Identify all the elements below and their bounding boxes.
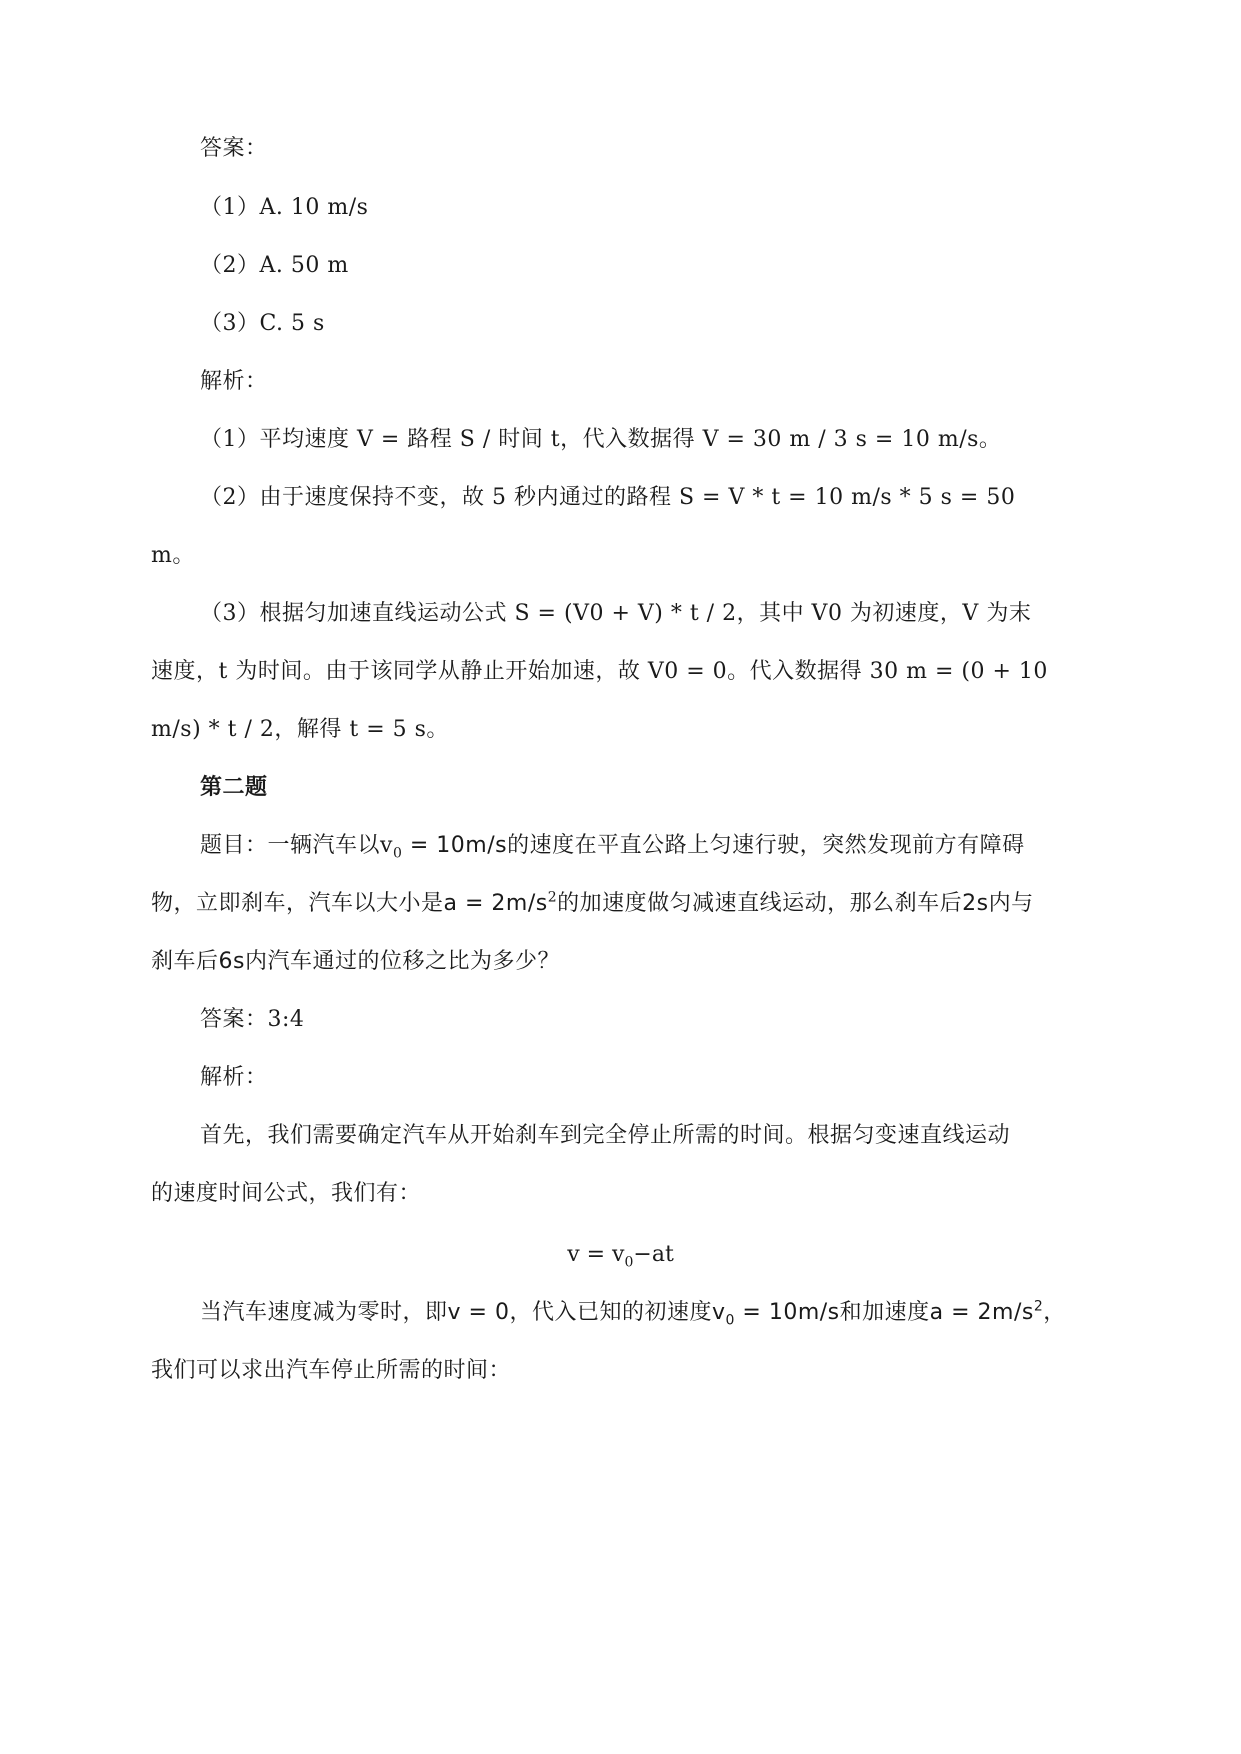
text: 和加速度: [839, 1300, 930, 1325]
analysis-text-2: 的速度时间公式，我们有：: [151, 1181, 422, 1206]
question-text: 刹车后: [151, 949, 219, 974]
question-line-1: [200, 831, 1025, 861]
formula-sub: 0: [624, 1254, 634, 1271]
analysis-line-2: （2）由于速度保持不变，故 5 秒内通过的路程 S = V * t = 10 m/s * 5 s = 50: [200, 485, 1016, 510]
text: ，代入已知的初速度: [509, 1300, 712, 1325]
math-sub: 0: [725, 1312, 735, 1329]
velocity-formula: [0, 1240, 1241, 1270]
analysis-line-1: （1）平均速度 V = 路程 S / 时间 t，代入数据得 V = 30 m / 3 s = 10 m/s。: [200, 427, 1002, 452]
analysis-line-3: m。: [151, 543, 195, 568]
analysis-label-2: 解析：: [200, 1065, 268, 1090]
math-sub: 0: [392, 845, 403, 862]
question-text: 的加速度做匀减速直线运动，那么刹车后: [557, 891, 963, 916]
question-text: 物，立即刹车，汽车以大小是: [151, 891, 444, 916]
answer-item-3: （3）C. 5 s: [200, 311, 325, 336]
math-value: v = 0: [447, 1300, 510, 1325]
math-value: 2s: [962, 891, 989, 916]
math-value: a = 2m/s: [929, 1300, 1034, 1325]
question-text: 内汽车通过的位移之比为多少？: [244, 949, 560, 974]
analysis-text-3: [200, 1298, 1066, 1328]
analysis-line-5: 速度，t 为时间。由于该同学从静止开始加速，故 V0 = 0。代入数据得 30 m = (0 + 10: [151, 659, 1048, 684]
math-sup: 2: [547, 889, 558, 906]
analysis-line-6: m/s) * t / 2，解得 t = 5 s。: [151, 717, 449, 742]
text: ，: [1043, 1300, 1066, 1325]
analysis-text-1: 首先，我们需要确定汽车从开始刹车到完全停止所需的时间。根据匀变速直线运动: [200, 1123, 1011, 1148]
math-value: = 10m/s: [402, 833, 508, 858]
math-value: 6s: [218, 949, 245, 974]
answer-item-1: （1）A. 10 m/s: [200, 195, 369, 220]
question-line-3: [151, 947, 560, 977]
math-v: v: [380, 833, 393, 858]
math-sup: 2: [1033, 1298, 1044, 1315]
formula-lhs: v = v: [567, 1242, 625, 1267]
question-text: 的速度在平直公路上匀速行驶，突然发现前方有障碍: [507, 833, 1025, 858]
analysis-text-4: 我们可以求出汽车停止所需的时间：: [151, 1358, 512, 1383]
question-line-2: [151, 889, 1034, 919]
answer-text: 答案：3:4: [200, 1007, 305, 1032]
text: 当汽车速度减为零时，即: [200, 1300, 448, 1325]
section-heading: 第二题: [200, 775, 268, 800]
question-text: 题目：一辆汽车以: [200, 833, 381, 858]
math-value: = 10m/s: [734, 1300, 840, 1325]
math-v: v: [711, 1300, 726, 1325]
analysis-line-4: （3）根据匀加速直线运动公式 S = (V0 + V) * t / 2，其中 V0 为初速度，V 为末: [200, 601, 1032, 626]
formula-rhs: −at: [633, 1242, 674, 1267]
answer-label: 答案：: [200, 136, 268, 161]
analysis-label: 解析：: [200, 369, 268, 394]
math-value: a = 2m/s: [443, 891, 548, 916]
answer-item-2: （2）A. 50 m: [200, 253, 349, 278]
question-text: 内与: [988, 891, 1034, 916]
